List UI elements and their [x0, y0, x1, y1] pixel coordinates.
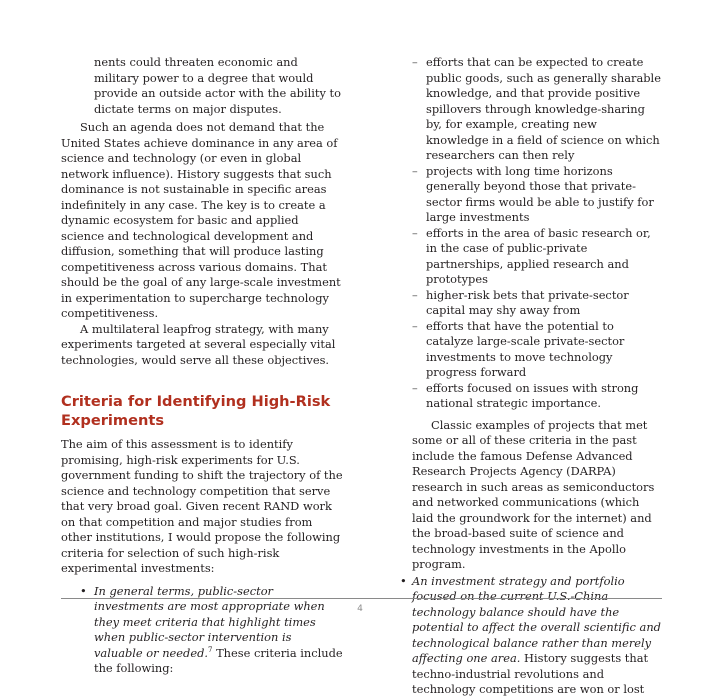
bullet-marker: • [80, 583, 87, 598]
dash-marker: – [412, 225, 418, 240]
list-item [412, 164, 662, 226]
body-paragraph: The aim of this assessment is to identify promising, high-risk experiments for U.S. government funding to shift the trajectory of the science and technology competition that serve that very broad goal. Given recent RAND work on that competition and major studies from other institutions, I would propose the following criteria for selection of such high-risk experimental investments: [61, 437, 343, 575]
list-item-text: higher-risk bets that private-sector capital may shy away from [426, 287, 629, 317]
body-paragraph: Such an agenda does not demand that the United States achieve dominance in any area of science and technology (or even in global network influence). History suggests that such dominance is not sustainable in specific areas indefinitely in any case. The key is to create a dynamic ecosystem for basic and applied science and technological development and diffusion, something that will produce lasting competitiveness across various domains. That should be the goal of any large-scale investment in experimentation to supercharge technology competitiveness. [61, 120, 341, 320]
dash-marker: – [412, 318, 418, 333]
dash-marker: – [412, 287, 418, 302]
list-item-text: projects with long time horizons generally beyond those that private-sector firms would be able to justify for large investments [426, 163, 654, 224]
bullet-text: History suggests that techno-industrial revolutions and technology competitions are won or lost [412, 651, 649, 696]
dash-marker: – [412, 163, 418, 178]
list-item [412, 381, 662, 412]
right-column [400, 55, 662, 698]
body-paragraph: Classic examples of projects that met some or all of these criteria in the past include the famous Defense Advanced Research Projects Agency (DARPA) research in such areas as semiconductors and networked communications (which laid the groundwork for the internet) and the broad-based suite of science and technology investments in the Apollo program. [412, 417, 655, 571]
bullet-text: These criteria include the following: [94, 645, 343, 675]
dash-marker: – [412, 55, 418, 69]
list-item [412, 288, 662, 319]
list-item-text: efforts that can be expected to create public goods, such as generally sharable knowledge, and that provide positive spillovers through knowledge-sharing by, for example, creating new knowledge in a field of science on which researchers can then rely [426, 55, 661, 162]
list-item [412, 226, 662, 288]
page-number: 4 [357, 604, 363, 614]
list-item-text: efforts that have the potential to catalyze large-scale private-sector investments to move technology progress forward [426, 318, 625, 379]
bullet-italic-text: An investment strategy and portfolio focused on the current U.S.-China technology balance should have the potential to affect the overall scientific and technological balance rather than merely affecting one area. [412, 573, 661, 665]
bullet-italic-text: In general terms, public-sector investments are most appropriate when they meet criteria that highlight times when public-sector intervention is valuable or needed. [94, 583, 325, 660]
footer-divider [61, 598, 662, 599]
list-item [412, 319, 662, 381]
left-column [61, 55, 343, 677]
list-item-text: efforts focused on issues with strong national strategic importance. [426, 380, 639, 410]
footnote-ref[interactable]: 7 [207, 645, 213, 654]
section-heading: Criteria for Identifying High-Risk Experiments [61, 393, 331, 429]
continued-quote: nents could threaten economic and military power to a degree that would provide an outside actor with the ability to dictate terms on major disputes. [94, 55, 341, 116]
bullet-item [400, 573, 662, 698]
body-paragraph: A multilateral leapfrog strategy, with many experiments targeted at several especially vital technologies, would serve all these objectives. [61, 321, 336, 367]
criteria-list [412, 55, 662, 412]
list-item [412, 55, 662, 164]
bullet-marker: • [400, 573, 407, 588]
dash-marker: – [412, 380, 418, 395]
list-item-text: efforts in the area of basic research or, in the case of public-private partnerships, applied research and prototypes [426, 225, 651, 286]
